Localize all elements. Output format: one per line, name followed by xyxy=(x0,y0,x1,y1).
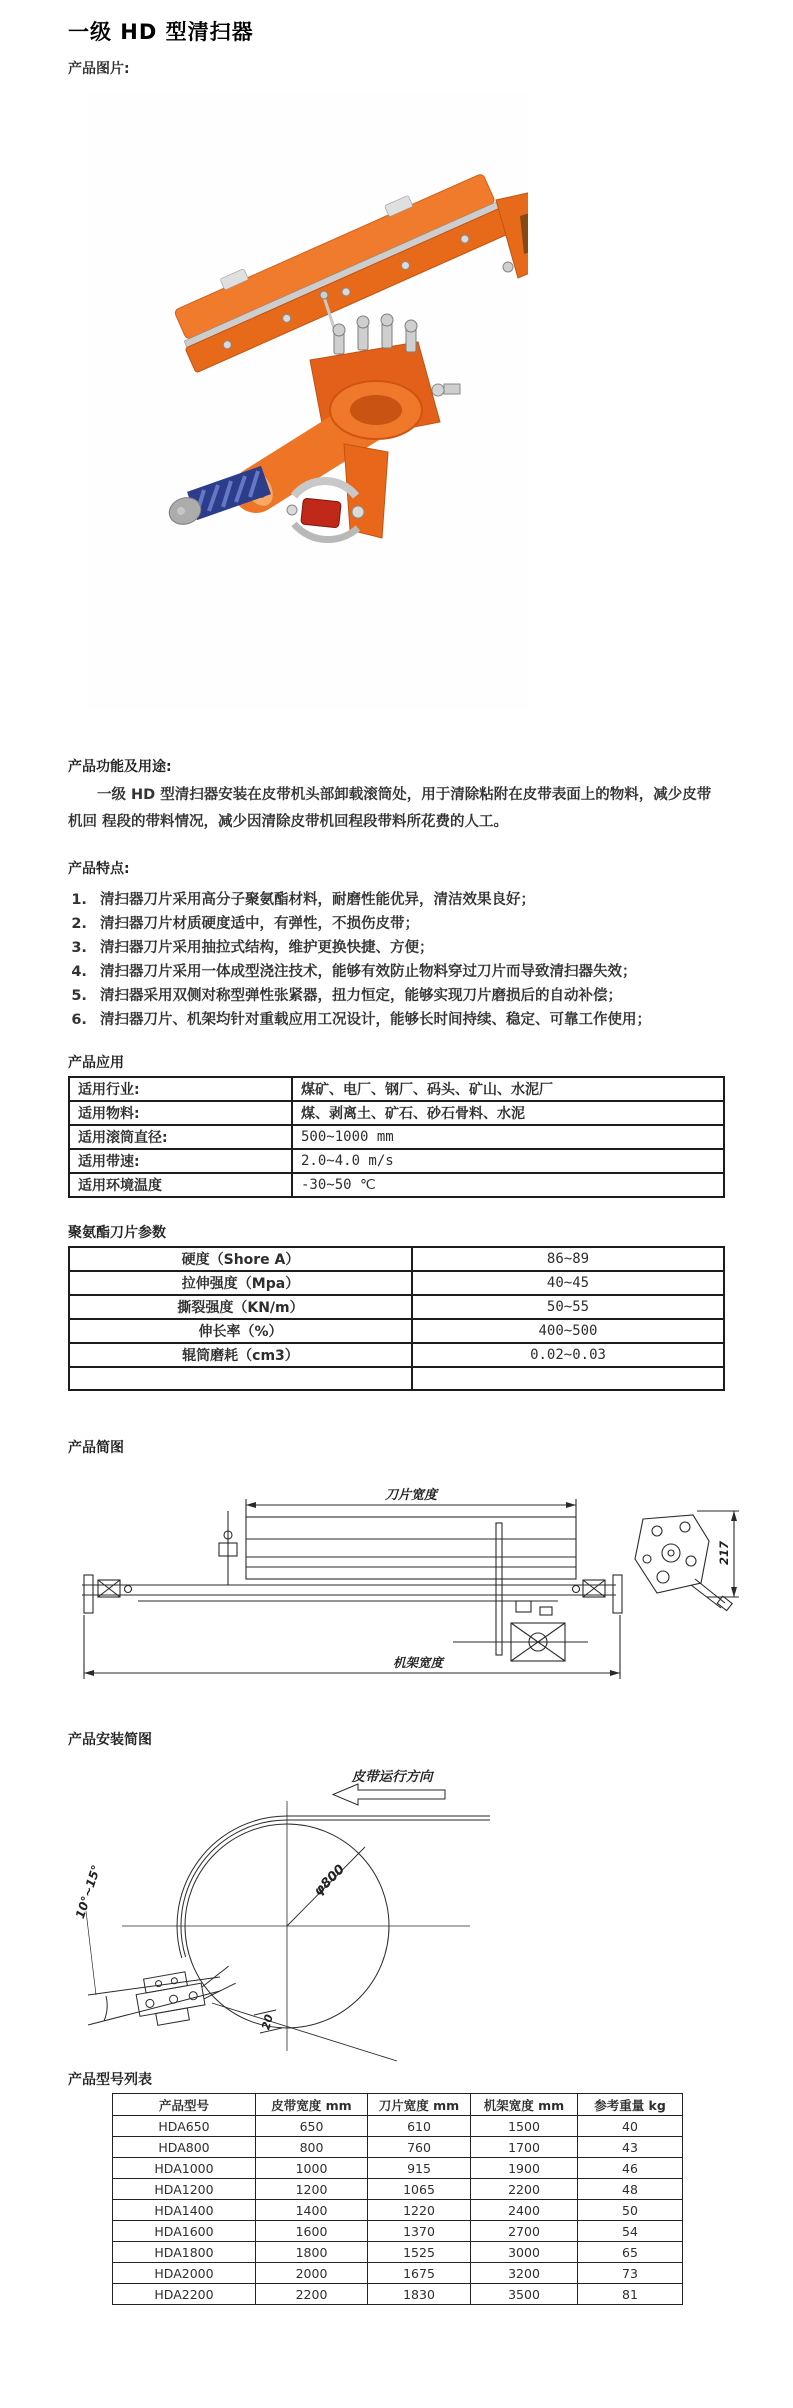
table-cell: 54 xyxy=(578,2221,683,2242)
table-row xyxy=(69,1125,724,1149)
table-cell: 硬度（Shore A） xyxy=(69,1247,412,1271)
table-cell: 915 xyxy=(368,2158,471,2179)
table-cell: HDA1600 xyxy=(113,2221,256,2242)
table-cell: 1675 xyxy=(368,2263,471,2284)
product-schematic xyxy=(68,1483,748,1715)
section-schematic xyxy=(68,1437,731,1715)
header-cell: 刀片宽度 mm xyxy=(368,2094,471,2116)
models-table xyxy=(112,2093,683,2305)
table-cell: 煤矿、电厂、钢厂、码头、矿山、水泥厂 xyxy=(292,1077,724,1101)
section-application xyxy=(68,1052,725,1198)
table-cell: HDA1000 xyxy=(113,2158,256,2179)
application-heading: 产品应用 xyxy=(68,1055,124,1071)
header-cell: 机架宽度 mm xyxy=(471,2094,578,2116)
table-cell: 3200 xyxy=(471,2263,578,2284)
table-cell: 1900 xyxy=(471,2158,578,2179)
table-cell: 40 xyxy=(578,2116,683,2137)
models-header-row xyxy=(113,2094,683,2116)
table-cell: 1000 xyxy=(256,2158,368,2179)
table-cell: 撕裂强度（KN/m） xyxy=(69,1295,412,1319)
blade-params-heading: 聚氨酯刀片参数 xyxy=(68,1225,166,1241)
installation-diagram xyxy=(62,1763,492,2065)
table-cell: HDA1800 xyxy=(113,2242,256,2263)
table-cell: 40~45 xyxy=(412,1271,724,1295)
table-cell: 1830 xyxy=(368,2284,471,2305)
feature-item: 5. 清扫器采用双侧对称型弹性张紧器，扭力恒定，能够实现刀片磨损后的自动补偿； xyxy=(92,984,725,1008)
table-cell: HDA1400 xyxy=(113,2200,256,2221)
table-cell: HDA650 xyxy=(113,2116,256,2137)
table-row xyxy=(113,2221,683,2242)
table-cell: 1200 xyxy=(256,2179,368,2200)
belt-direction-label: 皮带运行方向 xyxy=(351,1769,433,1785)
function-heading: 产品功能及用途: xyxy=(68,759,172,775)
table-cell xyxy=(69,1367,412,1390)
features-list xyxy=(68,888,725,1032)
table-cell: 3000 xyxy=(471,2242,578,2263)
table-cell: 65 xyxy=(578,2242,683,2263)
table-cell: 1220 xyxy=(368,2200,471,2221)
table-row xyxy=(113,2242,683,2263)
section-installation xyxy=(68,1729,725,2065)
table-cell: 2400 xyxy=(471,2200,578,2221)
height-dim-label: 217 xyxy=(717,1540,731,1566)
table-row xyxy=(69,1101,724,1125)
table-cell: 2700 xyxy=(471,2221,578,2242)
table-cell: 48 xyxy=(578,2179,683,2200)
table-cell: 43 xyxy=(578,2137,683,2158)
feature-item: 4. 清扫器刀片采用一体成型浇注技术，能够有效防止物料穿过刀片而导致清扫器失效； xyxy=(92,960,725,984)
table-row xyxy=(113,2200,683,2221)
cleaner-unit xyxy=(134,1963,241,2028)
table-cell: 650 xyxy=(256,2116,368,2137)
table-cell: 73 xyxy=(578,2263,683,2284)
schematic-heading: 产品简图 xyxy=(68,1440,124,1456)
table-cell: 86~89 xyxy=(412,1247,724,1271)
install-heading: 产品安装简图 xyxy=(68,1732,152,1748)
table-cell xyxy=(412,1367,724,1390)
table-row xyxy=(113,2116,683,2137)
table-cell: -30~50 ℃ xyxy=(292,1173,724,1197)
table-cell: 610 xyxy=(368,2116,471,2137)
table-cell: 辊筒磨耗（cm3） xyxy=(69,1343,412,1367)
table-row xyxy=(69,1149,724,1173)
table-row xyxy=(113,2137,683,2158)
table-cell: 1370 xyxy=(368,2221,471,2242)
feature-item: 2. 清扫器刀片材质硬度适中，有弹性，不损伤皮带； xyxy=(92,912,725,936)
table-row xyxy=(69,1367,724,1390)
table-row xyxy=(69,1295,724,1319)
section-models xyxy=(68,2069,725,2305)
table-row xyxy=(69,1077,724,1101)
feature-item: 1. 清扫器刀片采用高分子聚氨酯材料，耐磨性能优异，清洁效果良好； xyxy=(92,888,725,912)
feature-item: 6. 清扫器刀片、机架均针对重载应用工况设计，能够长时间持续、稳定、可靠工作使用； xyxy=(92,1008,725,1032)
table-cell: 800 xyxy=(256,2137,368,2158)
table-cell: 煤、剥离土、矿石、砂石骨料、水泥 xyxy=(292,1101,724,1125)
table-cell: 拉伸强度（Mpa） xyxy=(69,1271,412,1295)
table-cell: 适用环境温度 xyxy=(69,1173,292,1197)
product-photo xyxy=(88,92,528,710)
header-cell: 参考重量 kg xyxy=(578,2094,683,2116)
belt-direction-arrow xyxy=(333,1784,445,1805)
blade-width-dim-label: 刀片宽度 xyxy=(384,1488,438,1503)
table-cell: 2.0~4.0 m/s xyxy=(292,1149,724,1173)
table-row xyxy=(69,1173,724,1197)
table-cell: HDA2200 xyxy=(113,2284,256,2305)
table-cell: 1800 xyxy=(256,2242,368,2263)
section-blade-params xyxy=(68,1222,725,1391)
table-cell: HDA800 xyxy=(113,2137,256,2158)
table-cell: 50 xyxy=(578,2200,683,2221)
table-cell: 400~500 xyxy=(412,1319,724,1343)
table-row xyxy=(69,1271,724,1295)
table-cell: 760 xyxy=(368,2137,471,2158)
feature-item: 3. 清扫器刀片采用抽拉式结构，维护更换快捷、方便； xyxy=(92,936,725,960)
table-cell: 1700 xyxy=(471,2137,578,2158)
table-cell: 1400 xyxy=(256,2200,368,2221)
table-cell: HDA1200 xyxy=(113,2179,256,2200)
table-cell: 2200 xyxy=(471,2179,578,2200)
angle-label: 10°~15° xyxy=(72,1863,104,1921)
function-paragraph: 一级 HD 型清扫器安装在皮带机头部卸载滚筒处，用于清除粘附在皮带表面上的物料，减少皮带机回 程段的带料情况，减少因清除皮带机回程段带料所花费的人工。 xyxy=(68,787,712,830)
table-row xyxy=(69,1247,724,1271)
table-cell: 2000 xyxy=(256,2263,368,2284)
table-cell: 适用带速: xyxy=(69,1149,292,1173)
table-cell: 2200 xyxy=(256,2284,368,2305)
table-cell: 0.02~0.03 xyxy=(412,1343,724,1367)
blade-params-table xyxy=(68,1246,725,1391)
table-cell: 1500 xyxy=(471,2116,578,2137)
table-row xyxy=(113,2284,683,2305)
table-cell: 适用滚筒直径: xyxy=(69,1125,292,1149)
gap-dim-label: 20 xyxy=(259,2013,276,2032)
table-cell: HDA2000 xyxy=(113,2263,256,2284)
product-photo-area xyxy=(88,92,725,714)
models-heading: 产品型号列表 xyxy=(68,2072,152,2088)
frame-width-dim-label: 机架宽度 xyxy=(392,1655,444,1670)
table-cell: 1600 xyxy=(256,2221,368,2242)
table-row xyxy=(69,1343,724,1367)
table-row xyxy=(113,2263,683,2284)
table-cell: 1065 xyxy=(368,2179,471,2200)
table-cell: 适用物料: xyxy=(69,1101,292,1125)
table-cell: 3500 xyxy=(471,2284,578,2305)
drum-diameter-label: φ800 xyxy=(311,1862,349,1900)
section-function xyxy=(68,756,725,836)
table-cell: 适用行业: xyxy=(69,1077,292,1101)
table-cell: 500~1000 mm xyxy=(292,1125,724,1149)
features-heading: 产品特点: xyxy=(68,861,130,877)
table-row xyxy=(69,1319,724,1343)
table-cell: 50~55 xyxy=(412,1295,724,1319)
section-features xyxy=(68,858,725,1032)
application-table xyxy=(68,1076,725,1198)
table-row xyxy=(113,2179,683,2200)
page-title: 一级 HD 型清扫器 xyxy=(68,20,254,44)
photo-label: 产品图片: xyxy=(68,61,130,77)
table-row xyxy=(113,2158,683,2179)
header-cell: 皮带宽度 mm xyxy=(256,2094,368,2116)
table-cell: 81 xyxy=(578,2284,683,2305)
table-cell: 伸长率（%） xyxy=(69,1319,412,1343)
header-cell: 产品型号 xyxy=(113,2094,256,2116)
table-cell: 46 xyxy=(578,2158,683,2179)
table-cell: 1525 xyxy=(368,2242,471,2263)
